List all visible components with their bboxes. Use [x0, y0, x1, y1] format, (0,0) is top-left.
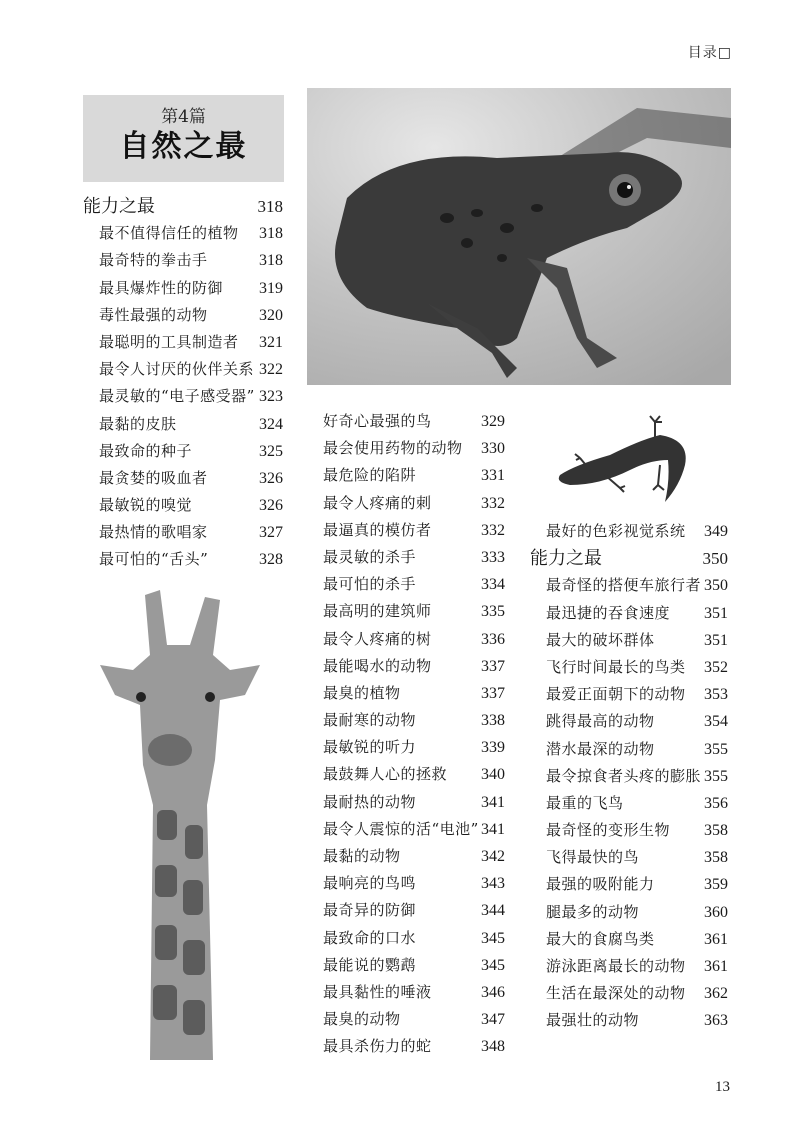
toc-entry-page: 347	[481, 1011, 505, 1029]
toc-entry-page: 354	[704, 713, 728, 731]
toc-entry-title: 能力之最	[530, 548, 602, 570]
toc-entry-page: 362	[704, 985, 728, 1003]
toc-entry-title: 最敏锐的嗅觉	[99, 496, 193, 515]
toc-entry[interactable]	[530, 627, 728, 654]
toc-column-1	[83, 193, 283, 574]
toc-entry-page: 345	[481, 929, 505, 947]
toc-entry-title: 最具黏性的唾液	[323, 982, 432, 1001]
toc-entry-page: 319	[259, 279, 283, 297]
toc-entry-page: 358	[704, 822, 728, 840]
toc-entry-title: 最好的色彩视觉系统	[546, 522, 686, 540]
toc-entry-title: 最令人讨厌的伙伴关系	[99, 360, 255, 379]
toc-entry-page: 350	[702, 549, 728, 569]
toc-entry-page: 325	[259, 442, 283, 460]
toc-entry-title: 最贪婪的吸血者	[99, 468, 208, 487]
toc-entry[interactable]	[323, 435, 505, 462]
toc-entry-title: 最致命的口水	[323, 928, 417, 947]
toc-section-heading[interactable]	[83, 193, 283, 220]
part-title-box	[83, 95, 284, 182]
giraffe-photo	[95, 585, 270, 1060]
toc-entry-title: 最奇怪的搭便车旅行者	[546, 576, 702, 595]
toc-entry[interactable]	[530, 1007, 728, 1034]
toc-entry-title: 最强壮的动物	[546, 1011, 640, 1030]
toc-entry-title: 最灵敏的杀手	[323, 547, 417, 566]
toc-entry[interactable]	[83, 438, 283, 465]
toc-entry-title: 飞行时间最长的鸟类	[546, 657, 686, 676]
toc-entry-page: 356	[704, 794, 728, 812]
toc-entry[interactable]	[530, 980, 728, 1007]
toc-entry[interactable]	[323, 571, 505, 598]
toc-entry-title: 最令人疼痛的树	[323, 629, 432, 648]
toc-entry-page: 320	[259, 306, 283, 324]
toc-entry[interactable]	[530, 844, 728, 871]
toc-entry[interactable]	[323, 870, 505, 897]
toc-entry-title: 最令人疼痛的刺	[323, 493, 432, 512]
toc-entry-title: 最令掠食者头疼的膨胀	[546, 766, 702, 785]
toc-entry[interactable]	[83, 546, 283, 573]
toc-entry-page: 349	[704, 523, 728, 540]
toc-entry[interactable]	[83, 220, 283, 247]
toc-entry-page: 355	[704, 740, 728, 758]
toc-entry-title: 最具杀伤力的蛇	[323, 1037, 432, 1056]
toc-entry[interactable]	[83, 247, 283, 274]
toc-entry-page: 334	[481, 576, 505, 594]
toc-entry[interactable]	[83, 519, 283, 546]
toc-entry[interactable]	[323, 897, 505, 924]
toc-entry[interactable]	[83, 275, 283, 302]
toc-entry-title: 毒性最强的动物	[99, 305, 208, 324]
toc-entry[interactable]	[83, 492, 283, 519]
toc-entry-page: 322	[259, 361, 283, 379]
toc-entry-page: 331	[481, 467, 505, 485]
toc-entry-title: 最致命的种子	[99, 441, 193, 460]
toc-entry[interactable]	[323, 952, 505, 979]
toc-entry-title: 最臭的动物	[323, 1010, 401, 1029]
toc-entry[interactable]	[530, 736, 728, 763]
toc-entry-title: 最奇特的拳击手	[99, 251, 208, 270]
toc-entry-page: 359	[704, 876, 728, 894]
toc-entry-page: 350	[704, 577, 728, 595]
toc-entry-page: 351	[704, 604, 728, 622]
toc-column-2	[323, 408, 505, 1061]
toc-entry[interactable]	[323, 979, 505, 1006]
toc-entry-page: 348	[481, 1038, 505, 1056]
toc-entry[interactable]	[323, 598, 505, 625]
toc-entry-page: 329	[481, 413, 505, 430]
toc-entry-title: 最会使用药物的动物	[323, 439, 463, 458]
toc-entry-page: 342	[481, 848, 505, 865]
toc-entry-page: 340	[481, 766, 505, 784]
toc-entry-page: 337	[481, 684, 505, 702]
toc-entry-page: 358	[704, 849, 728, 867]
toc-entry-title: 最黏的皮肤	[99, 414, 177, 433]
toc-entry-page: 323	[259, 388, 283, 406]
toc-entry-page: 318	[257, 197, 283, 216]
toc-entry-title: 最热情的歌唱家	[99, 523, 208, 542]
toc-entry[interactable]	[530, 953, 728, 980]
toc-entry-page: 361	[704, 958, 728, 975]
toc-entry[interactable]	[530, 654, 728, 681]
toc-entry-page: 363	[704, 1012, 728, 1030]
toc-entry-title: 最奇怪的变形生物	[546, 821, 671, 840]
toc-entry-page: 360	[704, 903, 728, 921]
toc-entry[interactable]	[323, 1033, 505, 1060]
toc-entry[interactable]	[530, 763, 728, 790]
toc-entry-title: 最大的破坏群体	[546, 630, 655, 649]
toc-entry-title: 最爱正面朝下的动物	[546, 685, 686, 704]
toc-entry[interactable]	[323, 626, 505, 653]
toc-entry-page: 339	[481, 739, 505, 757]
toc-entry-page: 341	[481, 793, 505, 811]
toc-entry-page: 326	[259, 497, 283, 515]
toc-entry-title: 最不值得信任的植物	[99, 224, 239, 243]
toc-entry[interactable]	[530, 681, 728, 708]
toc-entry[interactable]	[530, 518, 728, 545]
toc-entry[interactable]	[323, 925, 505, 952]
toc-entry-title: 最令人震惊的活“电池”	[323, 819, 479, 838]
toc-entry-title: 最可怕的“舌头”	[99, 550, 209, 569]
toc-entry[interactable]	[530, 790, 728, 817]
toc-entry-page: 341	[481, 820, 505, 838]
toc-entry[interactable]	[323, 734, 505, 761]
toc-entry-title: 最强的吸附能力	[546, 875, 655, 894]
toc-entry-title: 最响亮的鸟鸣	[323, 874, 417, 893]
toc-entry-title: 好奇心最强的鸟	[323, 412, 432, 430]
toc-entry-title: 最奇异的防御	[323, 901, 417, 920]
toc-entry-page: 326	[259, 469, 283, 487]
toc-entry-title: 生活在最深处的动物	[546, 984, 686, 1003]
toc-entry-title: 最迅捷的吞食速度	[546, 603, 671, 622]
toc-entry[interactable]	[83, 411, 283, 438]
toc-entry-title: 最大的食腐鸟类	[546, 929, 655, 948]
toc-entry[interactable]	[323, 517, 505, 544]
toc-entry[interactable]	[323, 653, 505, 680]
toc-entry-title: 最臭的植物	[323, 683, 401, 702]
toc-entry-title: 最黏的动物	[323, 847, 401, 865]
toc-entry-title: 最灵敏的“电子感受器”	[99, 387, 255, 406]
toc-entry-title: 最敏锐的听力	[323, 738, 417, 757]
toc-entry[interactable]	[323, 761, 505, 788]
toc-entry[interactable]	[83, 356, 283, 383]
toc-entry[interactable]	[323, 1006, 505, 1033]
toc-entry[interactable]	[83, 302, 283, 329]
toc-entry-page: 318	[259, 252, 283, 270]
toc-entry-title: 腿最多的动物	[546, 902, 640, 921]
toc-entry-title: 跳得最高的动物	[546, 712, 655, 731]
toc-entry[interactable]	[83, 465, 283, 492]
part-name: 自然之最	[119, 129, 248, 164]
toc-entry-title: 最重的飞鸟	[546, 793, 624, 812]
toc-entry[interactable]	[323, 408, 505, 435]
toc-entry-page: 361	[704, 930, 728, 948]
toc-entry-page: 336	[481, 630, 505, 648]
running-head: 目录□	[687, 45, 732, 61]
toc-entry[interactable]	[323, 789, 505, 816]
toc-entry-page: 333	[481, 548, 505, 566]
toc-entry-page: 324	[259, 415, 283, 433]
toc-entry-page: 352	[704, 658, 728, 676]
toc-entry-title: 最具爆炸性的防御	[99, 278, 224, 297]
part-label: 第4篇	[161, 107, 206, 127]
toc-column-3	[530, 518, 728, 1035]
toc-entry[interactable]	[530, 600, 728, 627]
toc-entry-page: 330	[481, 440, 505, 458]
toc-entry-title: 最聪明的工具制造者	[99, 332, 239, 351]
toc-entry[interactable]	[323, 680, 505, 707]
toc-entry[interactable]	[83, 383, 283, 410]
toc-entry-page: 332	[481, 494, 505, 512]
toc-entry-title: 最耐寒的动物	[323, 711, 417, 730]
toc-entry[interactable]	[323, 843, 505, 870]
toc-entry[interactable]	[530, 572, 728, 599]
toc-entry-page: 346	[481, 983, 505, 1001]
toc-entry[interactable]	[83, 329, 283, 356]
toc-entry-title: 潜水最深的动物	[546, 739, 655, 758]
toc-entry[interactable]	[323, 490, 505, 517]
frog-photo	[307, 88, 731, 385]
toc-section-heading[interactable]	[530, 545, 728, 572]
toc-entry-page: 335	[481, 603, 505, 621]
toc-entry[interactable]	[530, 817, 728, 844]
toc-entry[interactable]	[323, 544, 505, 571]
toc-entry-title: 最耐热的动物	[323, 792, 417, 811]
toc-entry-page: 338	[481, 712, 505, 730]
toc-entry-title: 最能喝水的动物	[323, 656, 432, 675]
toc-entry-page: 351	[704, 631, 728, 649]
toc-entry-title: 最可怕的杀手	[323, 575, 417, 594]
toc-entry-title: 最能说的鹦鹉	[323, 955, 417, 974]
toc-entry-title: 最危险的陷阱	[323, 466, 417, 485]
toc-entry-page: 327	[259, 524, 283, 542]
lizard-photo	[550, 410, 700, 505]
toc-entry-page: 337	[481, 657, 505, 675]
toc-entry[interactable]	[530, 926, 728, 953]
toc-entry-title: 能力之最	[83, 196, 155, 217]
toc-entry-title: 最高明的建筑师	[323, 602, 432, 621]
toc-entry-page: 321	[259, 333, 283, 351]
toc-entry[interactable]	[323, 462, 505, 489]
toc-entry[interactable]	[530, 871, 728, 898]
toc-entry[interactable]	[530, 899, 728, 926]
toc-entry-page: 353	[704, 686, 728, 704]
toc-entry-title: 最逼真的模仿者	[323, 520, 432, 539]
toc-entry[interactable]	[530, 708, 728, 735]
page-number: 13	[715, 1079, 730, 1095]
toc-entry-page: 344	[481, 902, 505, 920]
toc-entry[interactable]	[323, 816, 505, 843]
toc-entry-title: 飞得最快的鸟	[546, 848, 640, 867]
toc-entry[interactable]	[323, 707, 505, 734]
toc-entry-page: 345	[481, 956, 505, 974]
toc-entry-title: 游泳距离最长的动物	[546, 957, 686, 975]
toc-entry-page: 355	[704, 767, 728, 785]
toc-entry-page: 328	[259, 551, 283, 569]
toc-entry-title: 最鼓舞人心的拯救	[323, 765, 448, 784]
toc-entry-page: 343	[481, 875, 505, 893]
toc-entry-page: 318	[259, 225, 283, 243]
toc-entry-page: 332	[481, 521, 505, 539]
